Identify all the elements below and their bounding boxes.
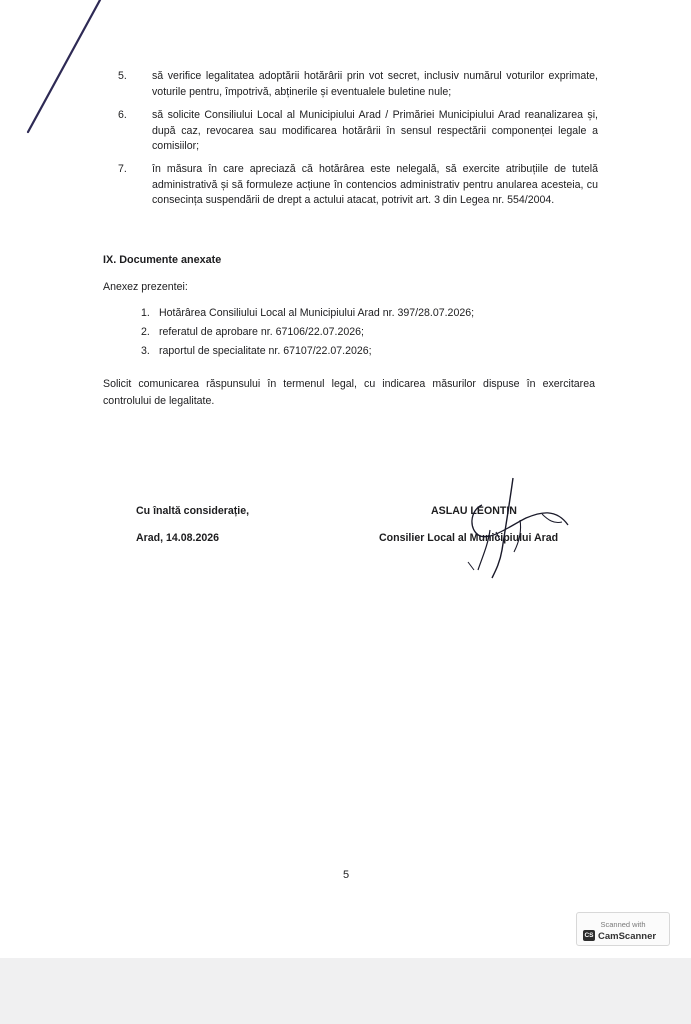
annex-intro: Anexez prezentei:	[103, 281, 188, 293]
handwritten-signature	[430, 470, 580, 585]
annex-item	[141, 325, 364, 341]
annex-number: 2.	[141, 326, 150, 338]
page-number: 5	[343, 869, 350, 881]
signer-name: ASLAU LEONTIN	[431, 505, 517, 517]
annex-item	[141, 306, 474, 322]
camscanner-logo-icon: CS	[584, 932, 594, 939]
list-item-6	[118, 108, 598, 155]
signer-role: Consilier Local al Municipiului Arad	[379, 532, 559, 544]
annex-text: Hotărârea Consiliului Local al Municipiului Arad nr. 397/28.07.2026;	[159, 307, 475, 319]
closing-paragraph: Solicit comunicarea răspunsului în termenul legal, cu indicarea măsurilor dispuse în exercitarea controlului de legalitate.	[103, 378, 595, 407]
annex-item	[141, 344, 372, 360]
annex-text: referatul de aprobare nr. 67106/22.07.2026;	[159, 326, 364, 338]
list-item-number: 6.	[118, 109, 127, 121]
scanner-watermark	[576, 912, 670, 946]
annex-number: 1.	[141, 307, 150, 319]
list-item-number: 7.	[118, 163, 127, 175]
watermark-brand: CamScanner	[598, 931, 657, 942]
bottom-margin	[0, 958, 691, 1024]
annex-text: raportul de specialitate nr. 67107/22.07.2026;	[159, 345, 372, 357]
list-item-7	[118, 162, 598, 209]
greeting: Cu înaltă considerație,	[136, 505, 250, 517]
list-item-5	[118, 69, 598, 100]
place-date: Arad, 14.08.2026	[136, 532, 220, 544]
list-item-text: să solicite Consiliului Local al Municipiului Arad / Primăriei Municipiului Arad reanalizarea și, după caz, revocarea sau modificarea hotărârii în sensul respectării componenței legale a comisiilor;	[152, 109, 598, 152]
section-heading: IX. Documente anexate	[103, 254, 222, 266]
list-item-number: 5.	[118, 70, 127, 82]
list-item-text: în măsura în care apreciază că hotărârea este nelegală, să exercite atribuțiile de tutelă administrativă și să formuleze acțiune în contencios administrativ pentru anularea acesteia, cu consecința suspendării de drept a actului atacat, potrivit art. 3 din Legea nr. 554/2004.	[152, 163, 598, 206]
list-item-text: să verifice legalitatea adoptării hotărârii prin vot secret, inclusiv numărul voturilor exprimate, voturile pentru, împotrivă, abținerile și eventualele buletine nule;	[152, 70, 598, 98]
watermark-caption: Scanned with	[600, 920, 646, 929]
annex-number: 3.	[141, 345, 150, 357]
